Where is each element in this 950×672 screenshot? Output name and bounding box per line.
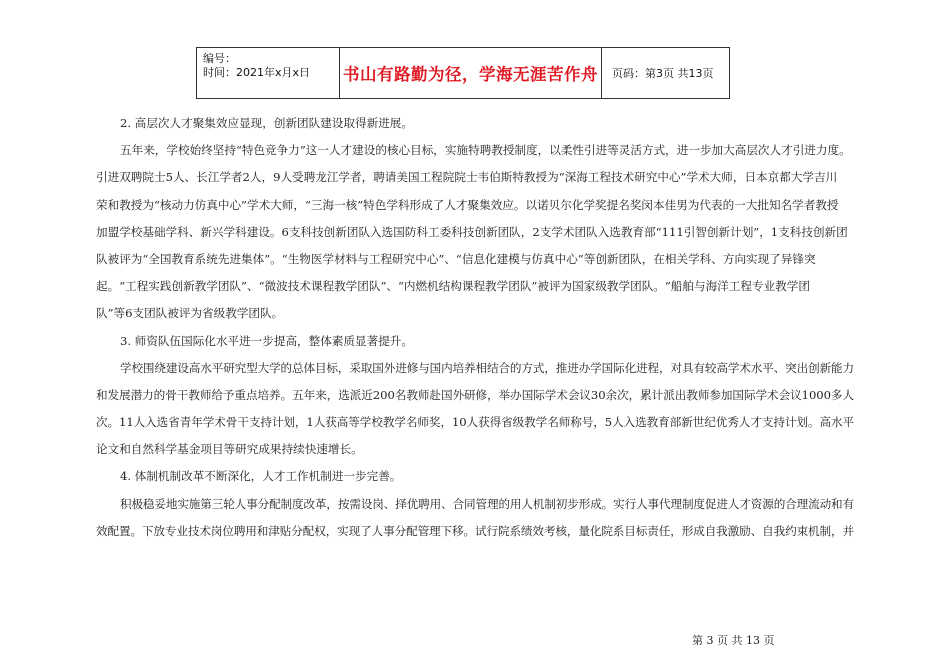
paragraph-line: 荣和教授为“核动力仿真中心”学术大师，“三海一核”特色学科形成了人才聚集效应。以诺贝尔化学奖提名奖闵本佳男为代表的一大批知名学者教授 — [96, 197, 839, 212]
header-number: 编号： — [203, 52, 236, 65]
paragraph-line: 论文和自然科学基金项目等研究成果持续快速增长。 — [96, 442, 363, 457]
paragraph-line: 起。“工程实践创新教学团队”、“微波技术课程教学团队”、“内燃机结构课程教学团队”被评为国家级教学团队。“船舶与海洋工程专业教学团 — [96, 279, 810, 294]
paragraph-line: 队被评为“全国教育系统先进集体”。“生物医学材料与工程研究中心”、“信息化建模与仿真中心”等创新团队，在相关学科、方向实现了异锋突 — [96, 251, 816, 266]
document-body — [96, 110, 854, 545]
paragraph-line: 加盟学校基础学科、新兴学科建设。6支科技创新团队入选国防科工委科技创新团队，2支学术团队入选教育部“111引智创新计划”，1支科技创新团 — [96, 224, 848, 239]
header-page-number: 页码：第3页 共13页 — [612, 67, 714, 80]
paragraph-line: 效配置。下放专业技术岗位聘用和津贴分配权，实现了人事分配管理下移。试行院系绩效考核，量化院系目标责任，形成自我激励、自我约束机制，并 — [96, 523, 854, 538]
header-time: 时间：2021年x月x日 — [203, 66, 311, 79]
paragraph-line: 积极稳妥地实施第三轮人事分配制度改革，按需设岗、择优聘用、合同管理的用人机制初步形成。实行人事代理制度促进人才资源的合理流动和有 — [120, 496, 854, 511]
header-motto: 书山有路勤为径，学海无涯苦作舟 — [343, 65, 598, 84]
header-motto-cell — [340, 48, 602, 98]
paragraph-line: 引进双聘院士5人、长江学者2人，9人受聘龙江学者，聘请美国工程院院士韦伯斯特教授为“深海工程技术研究中心”学术大师，日本京都大学吉川 — [96, 170, 838, 185]
header-info-cell — [197, 48, 340, 98]
paragraph-line: 学校围绕建设高水平研究型大学的总体目标，采取国外进修与国内培养相结合的方式，推进办学国际化进程，对具有较高学术水平、突出创新能力 — [120, 360, 854, 375]
paragraph-line: 五年来，学校始终坚持“特色竞争力”这一人才建设的核心目标，实施特聘教授制度，以柔性引进等灵活方式，进一步加大高层次人才引进力度。 — [120, 143, 851, 158]
section-heading-3: 3. 师资队伍国际化水平进一步提高，整体素质显著提升。 — [120, 333, 413, 348]
section-heading-2: 2. 高层次人才聚集效应显现，创新团队建设取得新进展。 — [120, 116, 413, 130]
paragraph-line: 次。11人入选省青年学术骨干支持计划，1人获高等学校教学名师奖，10人获得省级教学名师称号，5人入选教育部新世纪优秀人才支持计划。高水平 — [96, 415, 854, 430]
section-heading-4: 4. 体制机制改革不断深化，人才工作机制进一步完善。 — [120, 469, 402, 484]
page-footer: 第 3 页 共 13 页 — [692, 634, 775, 647]
paragraph-line: 和发展潜力的骨干教师给予重点培养。五年来，选派近200名教师赴国外研修，举办国际学术会议30余次，累计派出教师参加国际学术会议1000多人 — [96, 387, 854, 402]
header-page-cell — [602, 48, 729, 98]
document-header-table — [196, 47, 730, 99]
paragraph-line: 队”等6支团队被评为省级教学团队。 — [96, 306, 284, 321]
